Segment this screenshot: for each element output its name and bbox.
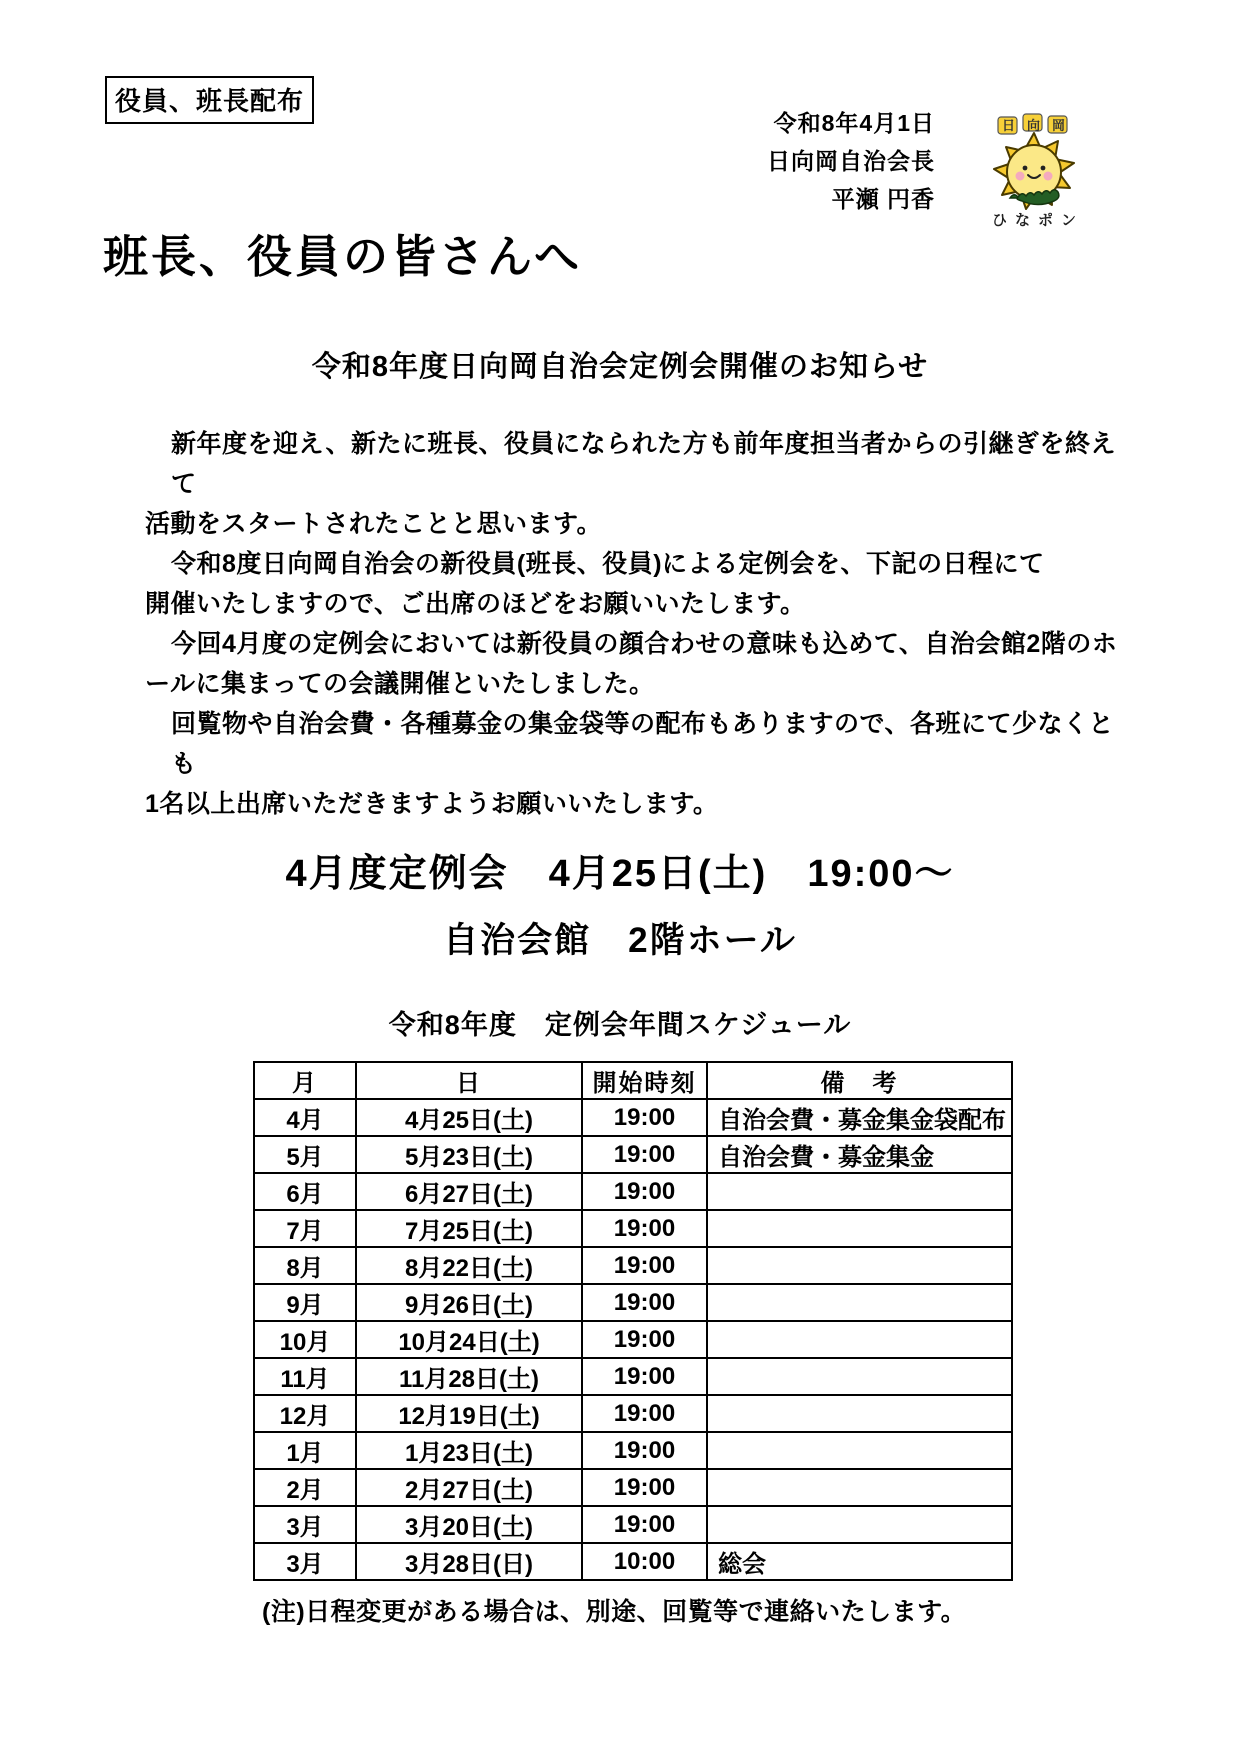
schedule-column-header: 備 考 (707, 1062, 1012, 1099)
table-row (254, 1358, 1012, 1395)
table-cell: 4月 (254, 1099, 356, 1136)
table-cell: 9月26日(土) (356, 1284, 582, 1321)
table-cell: 自治会費・募金集金袋配布 (707, 1099, 1012, 1136)
table-row (254, 1136, 1012, 1173)
table-cell: 10月24日(土) (356, 1321, 582, 1358)
table-cell: 19:00 (582, 1099, 707, 1136)
table-row (254, 1099, 1012, 1136)
table-cell: 総会 (707, 1543, 1012, 1580)
table-cell (707, 1210, 1012, 1247)
logo-top-text: 日向岡 (1002, 118, 1078, 133)
notice-title: 令和8年度日向岡自治会定例会開催のお知らせ (311, 351, 929, 383)
table-cell: 3月 (254, 1506, 356, 1543)
table-cell (707, 1247, 1012, 1284)
table-cell (707, 1395, 1012, 1432)
table-cell (707, 1173, 1012, 1210)
table-cell: 9月 (254, 1284, 356, 1321)
table-cell: 19:00 (582, 1247, 707, 1284)
table-cell: 11月28日(土) (356, 1358, 582, 1395)
association-mascot-logo (978, 103, 1090, 231)
table-cell: 11月 (254, 1358, 356, 1395)
body-line: 今回4月度の定例会においては新役員の顔合わせの意味も込めて、自治会館2階のホ (171, 630, 1118, 658)
table-cell: 6月27日(土) (356, 1173, 582, 1210)
table-row (254, 1543, 1012, 1580)
table-row (254, 1210, 1012, 1247)
body-line: 活動をスタートされたことと思います。 (145, 510, 603, 538)
table-cell: 8月22日(土) (356, 1247, 582, 1284)
body-line: ールに集まっての会議開催といたしました。 (145, 670, 655, 698)
table-cell: 19:00 (582, 1506, 707, 1543)
table-cell: 19:00 (582, 1173, 707, 1210)
table-cell: 12月19日(土) (356, 1395, 582, 1432)
table-row (254, 1506, 1012, 1543)
table-cell: 3月20日(土) (356, 1506, 582, 1543)
table-cell: 1月 (254, 1432, 356, 1469)
table-row (254, 1321, 1012, 1358)
sun-mascot-icon (978, 103, 1090, 231)
table-cell (707, 1432, 1012, 1469)
schedule-table (253, 1061, 1013, 1581)
table-cell: 19:00 (582, 1358, 707, 1395)
page-title: 班長、役員の皆さんへ (103, 231, 583, 282)
table-cell: 4月25日(土) (356, 1099, 582, 1136)
table-row (254, 1395, 1012, 1432)
table-cell: 19:00 (582, 1321, 707, 1358)
table-cell: 3月 (254, 1543, 356, 1580)
table-row (254, 1469, 1012, 1506)
table-cell: 7月 (254, 1210, 356, 1247)
table-row (254, 1173, 1012, 1210)
table-cell: 2月 (254, 1469, 356, 1506)
table-cell: 19:00 (582, 1210, 707, 1247)
table-cell: 5月23日(土) (356, 1136, 582, 1173)
schedule-title: 令和8年度 定例会年間スケジュール (388, 1010, 852, 1040)
distribution-label: 役員、班長配布 (105, 76, 314, 124)
table-cell: 7月25日(土) (356, 1210, 582, 1247)
table-cell: 19:00 (582, 1395, 707, 1432)
table-cell (707, 1358, 1012, 1395)
table-cell: 19:00 (582, 1432, 707, 1469)
sender-title: 日向岡自治会長 (767, 148, 935, 174)
table-row (254, 1247, 1012, 1284)
table-cell: 3月28日(日) (356, 1543, 582, 1580)
body-line: 回覧物や自治会費・各種募金の集金袋等の配布もありますので、各班にて少なくとも (171, 710, 1115, 778)
table-cell: 19:00 (582, 1284, 707, 1321)
body-line: 新年度を迎え、新たに班長、役員になられた方も前年度担当者からの引継ぎを終えて (171, 430, 1117, 498)
table-cell: 自治会費・募金集金 (707, 1136, 1012, 1173)
table-cell (707, 1469, 1012, 1506)
table-cell: 1月23日(土) (356, 1432, 582, 1469)
table-cell: 6月 (254, 1173, 356, 1210)
table-cell: 19:00 (582, 1136, 707, 1173)
body-line: 令和8度日向岡自治会の新役員(班長、役員)による定例会を、下記の日程にて (171, 550, 1045, 578)
body-line: 1名以上出席いただきますようお願いいたします。 (145, 790, 719, 818)
table-cell: 19:00 (582, 1469, 707, 1506)
schedule-column-header: 月 (254, 1062, 356, 1099)
body-line: 開催いたしますので、ご出席のほどをお願いいたします。 (145, 590, 806, 618)
schedule-body (254, 1099, 1012, 1580)
document-header-block (767, 104, 935, 218)
document-date: 令和8年4月1日 (773, 110, 935, 136)
table-cell: 10:00 (582, 1543, 707, 1580)
schedule-header-row (254, 1062, 1012, 1099)
table-cell (707, 1506, 1012, 1543)
schedule-column-header: 日 (356, 1062, 582, 1099)
schedule-note: (注)日程変更がある場合は、別途、回覧等で連絡いたします。 (262, 1598, 967, 1626)
table-cell: 8月 (254, 1247, 356, 1284)
table-cell (707, 1284, 1012, 1321)
schedule-column-header: 開始時刻 (582, 1062, 707, 1099)
table-cell: 12月 (254, 1395, 356, 1432)
logo-bottom-text: ひなポン (992, 212, 1085, 229)
event-venue-line: 自治会館 2階ホール (443, 921, 797, 960)
table-cell: 10月 (254, 1321, 356, 1358)
table-cell: 2月27日(土) (356, 1469, 582, 1506)
table-row (254, 1432, 1012, 1469)
table-cell: 5月 (254, 1136, 356, 1173)
table-row (254, 1284, 1012, 1321)
sender-name: 平瀬 円香 (831, 186, 935, 212)
table-cell (707, 1321, 1012, 1358)
event-date-line: 4月度定例会 4月25日(土) 19:00～ (285, 853, 955, 895)
body-text (145, 424, 1125, 824)
